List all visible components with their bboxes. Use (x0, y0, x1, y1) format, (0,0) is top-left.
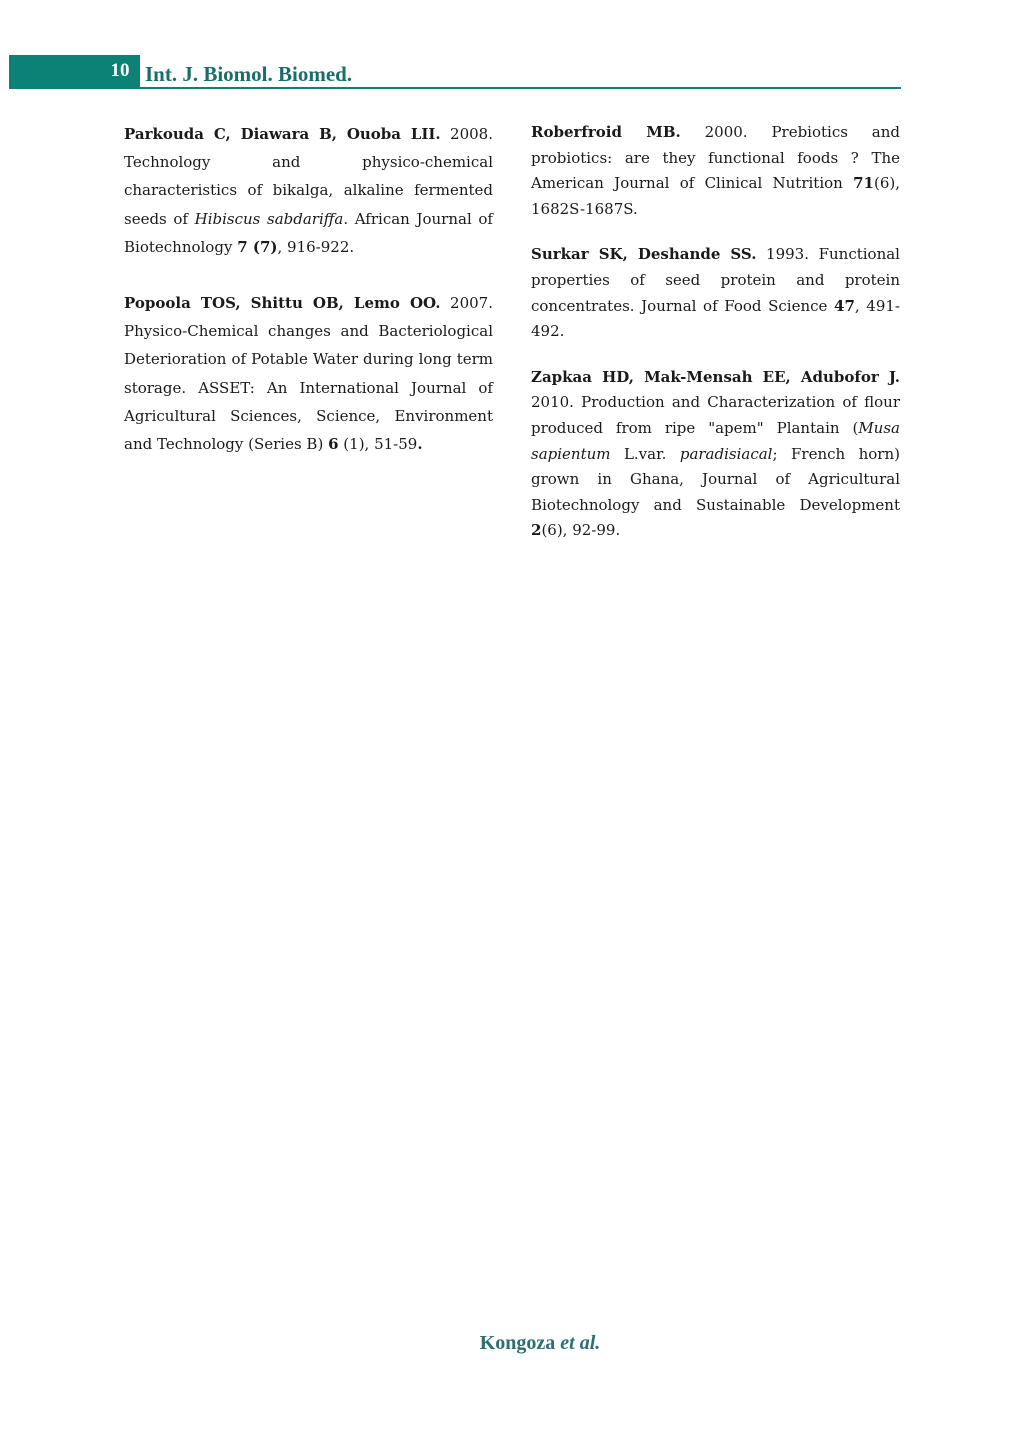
journal-title: Int. J. Biomol. Biomed. (145, 62, 353, 86)
reference-authors: Popoola TOS, Shittu OB, Lemo OO. (124, 294, 441, 313)
references-column-left (124, 120, 493, 458)
reference-text: Production and Characterization of flour produced from ripe "apem" Plantain ( (531, 393, 900, 437)
reference-text: ; French horn) grown in Ghana, Journal of Agricultural Biotechnology and Sustainable Development (531, 444, 900, 514)
reference-text: Technology and physico-chemical characteristics of bikalga, alkaline fermented seeds of (124, 153, 493, 228)
reference-authors: Surkar SK, Deshande SS. (531, 245, 757, 264)
reference-pages: , 491-492. (531, 296, 900, 341)
reference-year: 2008. (450, 125, 493, 143)
reference-pages: (6), 1682S-1687S. (531, 174, 900, 218)
reference-text: L.var. (610, 444, 680, 463)
reference-year: 1993. (766, 245, 809, 264)
reference-text: . African Journal of Biotechnology (124, 209, 493, 256)
references-column-right (531, 120, 900, 544)
reference-text: Physico-Chemical changes and Bacteriological Deterioration of Potable Water during long term storage. ASSET: An International Journal of Agricultural Sciences, Science, Environment and Technology (Series B) (124, 322, 493, 454)
reference-surkar (531, 242, 900, 344)
reference-volume: 2 (531, 521, 542, 540)
reference-volume: 7 (7) (237, 237, 278, 256)
footer-author: Kongoza (479, 1332, 556, 1354)
reference-text: Prebiotics and probiotics: are they functional foods ? The American Journal of Clinical Nutrition (531, 123, 900, 193)
reference-volume: 47 (834, 296, 855, 315)
footer-et-al: et al. (560, 1332, 601, 1354)
reference-text: Functional properties of seed protein and protein concentrates. Journal of Food Science (531, 245, 900, 315)
reference-popoola (124, 289, 493, 458)
reference-pages: (1), 51-59 (338, 435, 418, 454)
page-number: 10 (110, 60, 130, 81)
reference-parkouda (124, 120, 493, 261)
reference-year: 2007. (450, 294, 493, 313)
reference-authors: Zapkaa HD, Mak-Mensah EE, Adubofor J. (531, 367, 900, 386)
reference-species-name: Musa sapientum (531, 418, 900, 463)
reference-species-name: Hibiscus sabdariffa (194, 209, 344, 228)
reference-authors: Roberfroid MB. (531, 123, 681, 141)
reference-variety-name: paradisiacal (679, 444, 773, 463)
reference-roberfroid (531, 120, 900, 222)
running-footer (0, 1332, 1024, 1355)
reference-authors: Parkouda C, Diawara B, Ouoba LII. (124, 125, 441, 143)
header-rule (9, 87, 901, 89)
reference-pages: , 916-922. (277, 237, 355, 256)
reference-year: 2000. (704, 123, 748, 141)
reference-zapkaa (531, 365, 900, 544)
reference-end: . (417, 435, 423, 454)
reference-volume: 71 (853, 174, 874, 193)
reference-year: 2010. (531, 393, 574, 412)
reference-pages: (6), 92-99. (541, 521, 621, 540)
reference-volume: 6 (328, 435, 339, 454)
